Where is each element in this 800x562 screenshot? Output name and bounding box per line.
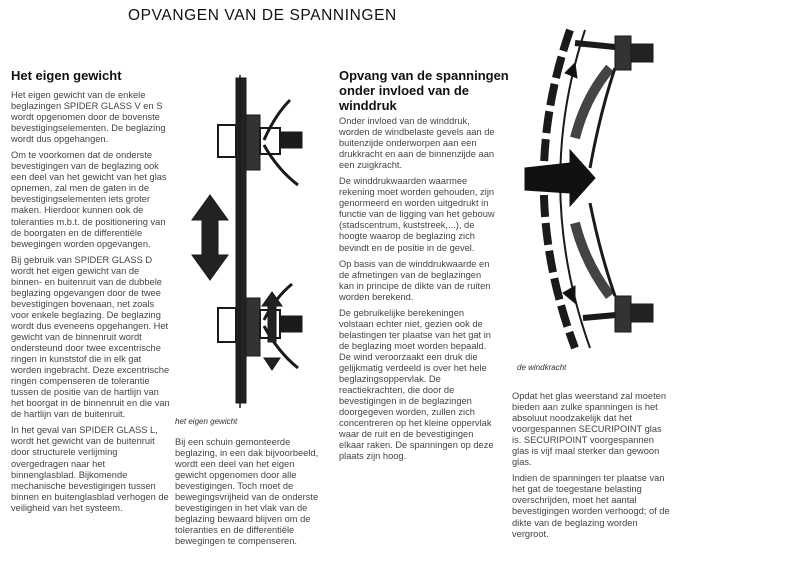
- paragraph: Om te voorkomen dat de onderste bevestigingen van de beglazing ook een deel van het gewicht van het glas opnemen, zal men de gaten in de bevestigingselementen iets groter maken. Hierdoor kunnen ook de toleranties m.b.t. de positionering van de boorgaten en de differentiële bewegingen worden opgevangen.: [11, 150, 167, 249]
- middle-text-column: [339, 116, 497, 467]
- page-title: OPVANGEN VAN DE SPANNINGEN: [128, 7, 397, 24]
- wind-load-illustration: [515, 18, 675, 363]
- figure-caption-windkracht: de windkracht: [517, 363, 567, 372]
- left-text-column: [11, 90, 171, 519]
- section-heading-eigen-gewicht: Het eigen gewicht: [11, 68, 122, 83]
- paragraph: De winddrukwaarden waarmee rekening moet worden gehouden, zijn genormeerd en worden uitgedrukt in functie van de ligging van het gebouw (stadscentrum, kuststreek,...), de hoogte waarop de beglazing zich bevindt en de positie in de gevel.: [339, 176, 495, 253]
- weight-illustration: [180, 70, 315, 410]
- paragraph: Bij gebruik van SPIDER GLASS D wordt het eigen gewicht van de binnen- en buitenruit van de dubbele beglazing opgevangen door de twee bevestigingen bovenaan, net zoals voor enkele beglazing. De beglazing wordt dus eveneens opgehangen. Het gewicht van de binnenruit wordt ondersteund door twee excentrische ringen in kunststof die in elk gat worden ingebracht. Deze excentrische ringen compenseren de tolerantie tussen de positie van de hartlijn van het boorgat in de binnenruit en die van de hartlijn van de buitenruit.: [11, 254, 170, 420]
- paragraph: Op basis van de winddrukwaarde en de afmetingen van de beglazingen kan in principe de dikte van de ruiten worden berekend.: [339, 258, 491, 302]
- paragraph: De gebruikelijke berekeningen volstaan echter niet, gezien ook de belastingen ter plaatse van het gat in de beglazing moet worden bepaald. De wind veroorzaakt een druk die gelijkmatig verdeeld is over het hele beglazingsoppervlak. De reactiekrachten, die door de bevestigingen in de beglazingen doorgegeven worden, zullen zich concentreren op het kleine oppervlak waar de ruit en de bevestigingen elkaar raken. De spanningen op deze plaats zijn hoog.: [339, 307, 494, 462]
- paragraph: Bij een schuin gemonteerde beglazing, in een dak bijvoorbeeld, wordt een deel van het eigen gewicht opgenomen door alle bevestigingen. Toch moet de bewegingsvrijheid van de onderste bevestigingen in het vlak van de beglazing bewaard blijven om de toleranties en de differentiële bewegingen te compenseren.: [175, 437, 319, 547]
- paragraph: Opdat het glas weerstand zal moeten bieden aan zulke spanningen is het absoluut noodzakelijk dat het voorgespannen SECURIPOINT glas is. SECURIPOINT voorgespannen glas is vijf maal sterker dan gewoon glas.: [512, 391, 667, 468]
- figure-caption-eigen-gewicht: het eigen gewicht: [175, 417, 238, 426]
- paragraph: Onder invloed van de winddruk, worden de windbelaste gevels aan de buitenzijde onderworpen aan een drukkracht en aan de binnenzijde aan een zuigkracht.: [339, 116, 495, 171]
- paragraph: Het eigen gewicht van de enkele beglazingen SPIDER GLASS V en S wordt opgenomen door de bovenste bevestigingselementen. De beglazing wordt dus opgehangen.: [11, 90, 166, 145]
- right-text-column: [512, 391, 672, 545]
- section-heading-winddruk: Opvang van de spanningen onder invloed van de winddruk: [339, 68, 509, 113]
- paragraph: In het geval van SPIDER GLASS L, wordt het gewicht van de buitenruit door structurele verlijming overgedragen naar het binnenglasblad. Bijkomende mechanische bevestigingen tussen binnen en buitenglasblad verhogen de veiligheid van het systeem.: [11, 425, 169, 513]
- paragraph: Indien de spanningen ter plaatse van het gat de toegestane belasting overschrijden, moet het aantal bevestigingen worden verhoogd; of de dikte van de beglazing worden vergroot.: [512, 473, 670, 539]
- left-bottom-text: [175, 437, 325, 552]
